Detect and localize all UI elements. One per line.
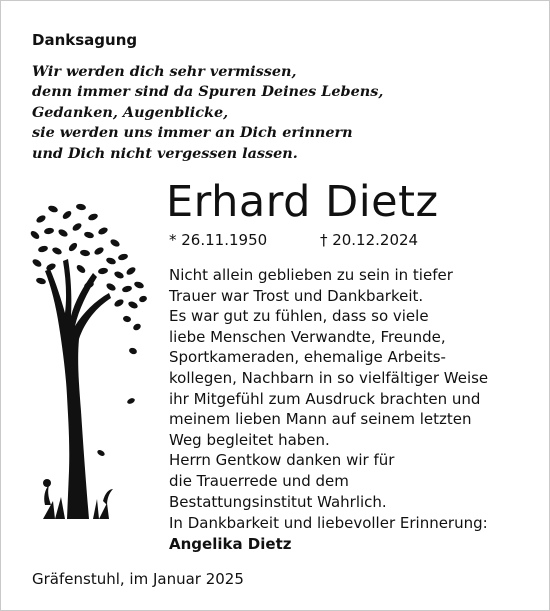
- body-line: Trauer war Trost und Dankbarkeit.: [169, 286, 424, 305]
- death-date: † 20.12.2024: [319, 231, 419, 249]
- closing: [169, 513, 488, 554]
- poem-line: Gedanken, Augenblicke,: [32, 103, 229, 121]
- body-line: ihr Mitgefühl zum Ausdruck brachten und: [169, 389, 481, 408]
- body-line: kollegen, Nachbarn in so vielfältiger Weise: [169, 368, 489, 387]
- closing-line: In Dankbarkeit und liebevoller Erinnerung:: [169, 514, 488, 532]
- poem-line: und Dich nicht vergessen lassen.: [32, 144, 298, 162]
- place-date: Gräfenstuhl, im Januar 2025: [32, 570, 244, 588]
- heading: Danksagung: [32, 31, 138, 49]
- body-line: Herrn Gentkow danken wir für: [169, 451, 395, 470]
- poem: [32, 62, 383, 164]
- body-line: Weg begleitet haben.: [169, 430, 330, 449]
- body-line: Nicht allein geblieben zu sein in tiefer: [169, 266, 453, 284]
- life-dates: [169, 231, 418, 249]
- body-line: liebe Menschen Verwandte, Freunde,: [169, 327, 446, 346]
- body-line: meinem lieben Mann auf seinem letzten: [169, 410, 472, 429]
- signature: Angelika Dietz: [169, 534, 292, 553]
- body-line: die Trauerrede und dem: [169, 471, 349, 490]
- thank-you-text: [169, 265, 488, 512]
- poem-line: sie werden uns immer an Dich erinnern: [32, 124, 353, 142]
- deceased-name: Erhard Dietz: [166, 177, 439, 227]
- body-line: Bestattungsinstitut Wahrlich.: [169, 492, 387, 511]
- poem-line: denn immer sind da Spuren Deines Lebens,: [32, 83, 384, 101]
- tree-silhouette-icon: [23, 201, 163, 521]
- poem-line: Wir werden dich sehr vermissen,: [32, 63, 297, 80]
- body-line: Es war gut zu fühlen, dass so viele: [169, 307, 429, 326]
- birth-date: * 26.11.1950: [169, 231, 268, 249]
- body-line: Sportkameraden, ehemalige Arbeits-: [169, 348, 446, 367]
